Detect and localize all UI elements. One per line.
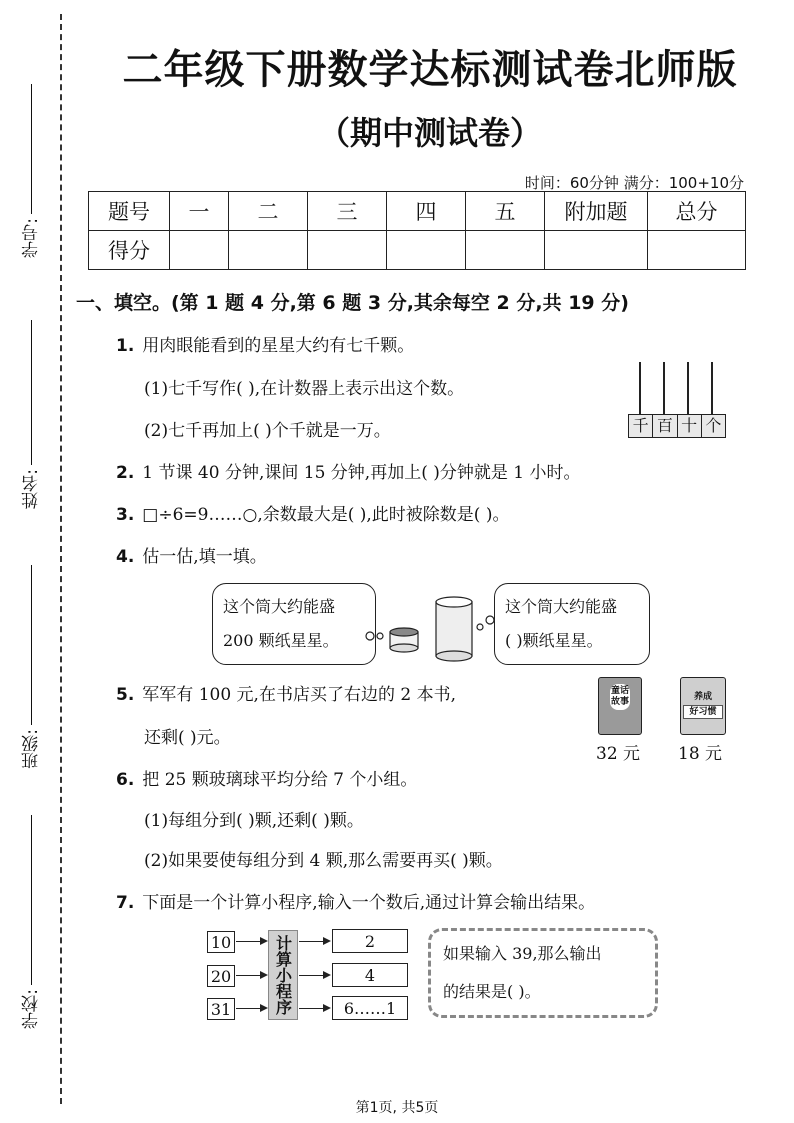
class-label: 班级: [21,729,42,769]
header-cell: 二 [229,192,308,231]
tall-jar-illustration [432,594,480,664]
program-input: 31 [207,998,235,1020]
score-table-score-row [89,231,746,270]
question-text: 估一估,填一填。 [142,547,267,567]
school-underline [31,815,32,985]
book-good-habits-icon [680,677,726,735]
abacus-place-label: 十 [678,415,702,437]
score-table-header-row [89,192,746,231]
tall-jar-bottom [436,651,472,661]
question-number: 2. [116,463,135,483]
header-cell: 题号 [89,192,170,231]
score-cell[interactable] [170,231,229,270]
abacus-rod [711,362,713,414]
section-title: 一、填空。(第 1 题 4 分,第 6 题 3 分,其余每空 2 分,共 19 分) [76,292,629,314]
arrow-right-icon [299,1008,329,1009]
program-input: 10 [207,931,235,953]
question-6 [116,765,417,790]
question-number: 7. [116,893,135,913]
bubble-line: 这个筒大约能盛 [505,597,618,616]
thought-dot [366,632,374,640]
jar-bottom [390,644,418,652]
abacus-place-label: 千 [629,415,653,437]
question-5-line-2: 还剩( )元。 [144,728,231,748]
tall-jar-body [436,602,472,656]
arrow-right-icon [236,941,266,942]
class-field[interactable] [8,565,54,769]
score-cell[interactable] [648,231,746,270]
question-6-part-2: (2)如果要使每组分到 4 颗,那么需要再买( )颗。 [144,851,503,871]
arrow-right-icon [236,1008,266,1009]
class-underline [31,565,32,725]
question-1-part-2: (2)七千再加上( )个千就是一万。 [144,421,391,441]
question-4 [116,542,267,567]
jar-top-stars [390,628,418,636]
program-output: 2 [332,929,408,953]
bubble-line: 这个筒大约能盛 [223,597,336,616]
program-output: 6……1 [332,996,408,1020]
header-cell: 总分 [648,192,746,231]
header-cell: 四 [387,192,466,231]
book-fairy-tales-icon [598,677,642,735]
abacus-rod [639,362,641,414]
abacus-place-label: 百 [653,415,677,437]
header-cell: 一 [170,192,229,231]
question-7 [116,888,595,913]
score-cell[interactable] [229,231,308,270]
question-number: 1. [116,336,135,356]
note-line: 如果输入 39,那么输出 [443,944,602,963]
tall-jar-top [436,597,472,607]
thought-dot [477,624,483,630]
abacus-base [628,414,726,438]
question-number: 4. [116,547,135,567]
header-cell: 三 [308,192,387,231]
speech-bubble-right [494,583,650,665]
arrow-right-icon [299,975,329,976]
abacus-place-label: 个 [705,416,722,435]
name-label: 姓名: [21,469,42,509]
school-field[interactable] [8,815,54,1029]
question-6-part-1: (1)每组分到( )颗,还剩( )颗。 [144,811,364,831]
school-label: 学校: [21,989,42,1029]
book-2-price: 18 元 [678,744,723,764]
score-cell[interactable] [308,231,387,270]
program-output: 4 [332,963,408,987]
arrow-right-icon [236,975,266,976]
bubble-line: ( )颗纸星星。 [505,631,603,650]
abacus-rod [663,362,665,414]
question-1-part-1: (1)七千写作( ),在计数器上表示出这个数。 [144,379,465,399]
question-text: 下面是一个计算小程序,输入一个数后,通过计算会输出结果。 [142,893,596,913]
header-cell: 五 [466,192,545,231]
question-text: □÷6=9……○,余数最大是( ),此时被除数是( )。 [142,505,510,525]
small-jar-illustration [364,626,424,662]
time-info: 时间：60分钟 满分：100+10分 [524,174,744,192]
speech-bubble-left [212,583,376,665]
thought-dots-right [474,612,496,634]
question-text: 用肉眼能看到的星星大约有七千颗。 [142,336,415,356]
page-footer: 第1页, 共5页 [355,1100,439,1116]
name-underline [31,320,32,465]
note-line: 的结果是( )。 [443,982,541,1001]
book-2-title-a: 养成 [693,692,712,702]
score-cell[interactable] [545,231,648,270]
score-table [88,191,746,270]
bubble-line: 200 颗纸星星。 [223,631,339,650]
page-title: 二年级下册数学达标测试卷北师版 [122,47,738,93]
program-input: 20 [207,965,235,987]
binding-line [60,14,62,1104]
student-id-underline [31,84,32,214]
name-field[interactable] [8,320,54,509]
question-text: 军军有 100 元,在书店买了右边的 2 本书, [142,685,456,705]
score-cell[interactable] [387,231,466,270]
question-number: 6. [116,770,135,790]
question-text: 1 节课 40 分钟,课间 15 分钟,再加上( )分钟就是 1 小时。 [142,463,581,483]
thought-dot [486,616,494,624]
thought-dot [377,633,383,639]
question-3 [116,500,509,525]
student-id-label: 学号: [21,218,42,258]
score-cell[interactable] [466,231,545,270]
book-2-title-b: 好习惯 [683,705,723,719]
book-1-title: 童话故事 [610,684,630,710]
student-id-field[interactable] [8,84,54,258]
question-2 [116,458,581,483]
question-number: 5. [116,685,135,705]
page-subtitle: （期中测试卷） [317,114,542,152]
header-cell: 附加题 [545,192,648,231]
abacus[interactable] [628,362,726,436]
calculation-program-label: 计算小程序 [268,930,298,1020]
question-1 [116,331,414,356]
abacus-rod [687,362,689,414]
row-label: 得分 [89,231,170,270]
book-1-price: 32 元 [596,744,641,764]
arrow-right-icon [299,941,329,942]
question-5 [116,680,456,705]
question-text: 把 25 颗玻璃球平均分给 7 个小组。 [142,770,418,790]
program-note [428,928,658,1018]
question-number: 3. [116,505,135,525]
